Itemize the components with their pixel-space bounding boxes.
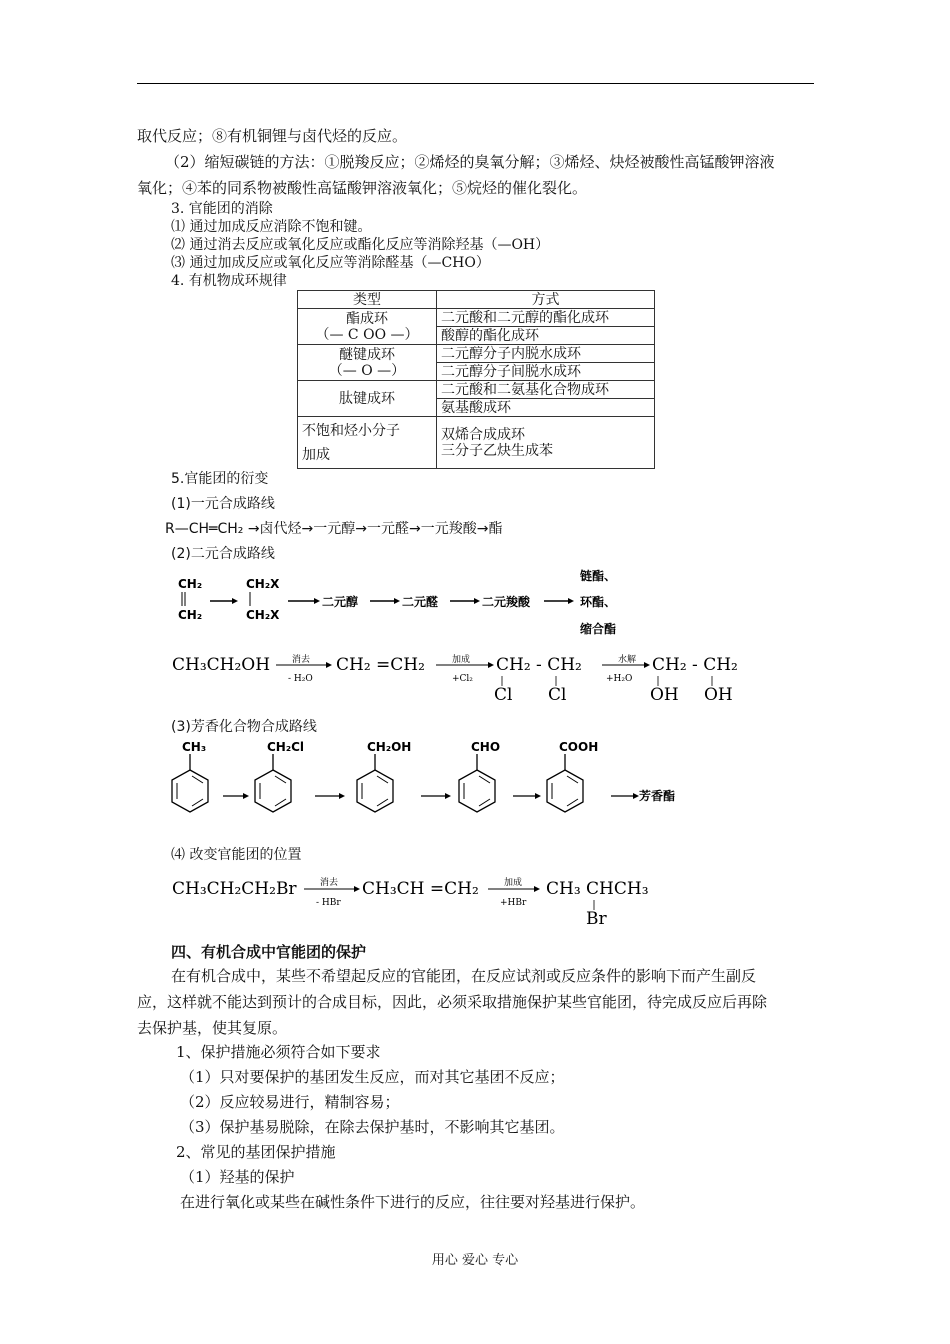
equation-propyl-bromide (170, 870, 690, 928)
table-header-way: 方式 (437, 291, 655, 309)
condition-top: 加成 (504, 878, 523, 888)
text-line: ⑵ 通过消去反应或氧化反应或酯化反应等消除羟基（—OH） (171, 237, 550, 253)
arrow-head (243, 793, 249, 799)
arrow-head (232, 598, 238, 604)
arrow-head (568, 598, 574, 604)
subheading: (3)芳香化合物合成路线 (171, 719, 317, 735)
list-item: （3）保护基易脱除，在除去保护基时，不影响其它基团。 (180, 1118, 565, 1136)
condition-bottom: - H₂O (288, 674, 313, 684)
binary-route-scheme (170, 563, 650, 639)
table-cell-way: 二元醇分子间脱水成环 (437, 363, 655, 381)
text-line: ⑶ 通过加成反应或氧化反应等消除醛基（—CHO） (171, 255, 490, 271)
list-item: （1）羟基的保护 (180, 1168, 295, 1186)
group-label: COOH (559, 740, 599, 754)
group-label: CHO (471, 740, 501, 754)
eq-term: CH₃ CHCH₃ (546, 879, 649, 899)
substituent: Cl (548, 685, 567, 705)
paragraph-line: 去保护基，使其复原。 (137, 1019, 288, 1037)
condition-bottom: - HBr (316, 898, 341, 908)
benzene-ring (459, 754, 495, 812)
substituent: OH (650, 685, 679, 705)
substituent: Cl (494, 685, 513, 705)
benzene-ring (172, 754, 208, 812)
table-cell-way: 二元醇分子内脱水成环 (437, 345, 655, 363)
ch2x-label: CH₂X (246, 608, 280, 622)
condition-bottom: +H₂O (606, 674, 633, 684)
group-label: CH₂Cl (267, 740, 305, 754)
eq-term: CH₂ - CH₂ (652, 655, 738, 675)
table-cell-type: 醚键成环 （— O —） (298, 345, 437, 381)
subheading: ⑷ 改变官能团的位置 (171, 847, 302, 863)
eq-term: CH₃CH₂CH₂Br (172, 879, 297, 899)
eq-term: CH₃CH₂OH (172, 655, 271, 675)
text-line: 取代反应；⑧有机铜锂与卤代烃的反应。 (137, 127, 408, 145)
arrow-head (326, 662, 332, 668)
ester-condensed: 缩合酯 (580, 622, 617, 636)
subheading: (1)一元合成路线 (171, 496, 275, 512)
aromatic-ester-label: 芳香酯 (639, 789, 676, 803)
paragraph-line: 应，这样就不能达到预计的合成目标，因此，必须采取措施保护某些官能团，待完成反应后再除 (137, 993, 768, 1011)
text-line: ⑴ 通过加成反应消除不饱和键。 (171, 219, 372, 235)
table-cell-way: 二元酸和二元醇的酯化成环 (437, 309, 655, 327)
table-cell-type: 酯成环 （— C OO —） (298, 309, 437, 345)
group-label: CH₂OH (367, 740, 412, 754)
substituent: OH (704, 685, 733, 705)
section-heading: 四、有机合成中官能团的保护 (171, 943, 367, 961)
arrow-head (339, 793, 345, 799)
ch2-label: CH₂ (178, 608, 203, 622)
condition-bottom: +Cl₂ (452, 674, 473, 684)
heading-3: 3. 官能团的消除 (171, 201, 273, 217)
arrow-head (394, 598, 400, 604)
product-diacid: 二元羧酸 (482, 595, 531, 609)
table-header-type: 类型 (298, 291, 437, 309)
route-line: R—CH═CH₂ →卤代烃→一元醇→一元醛→一元羧酸→酯 (165, 521, 503, 537)
arrow-head (644, 662, 650, 668)
table-cell-type: 不饱和烃小分子 加成 (298, 417, 437, 469)
table-cell-way: 氨基酸成环 (437, 399, 655, 417)
product-diol: 二元醇 (322, 595, 359, 609)
eq-term: CH₂ =CH₂ (336, 655, 425, 675)
condition-top: 消去 (320, 878, 339, 888)
ester-ring: 环酯、 (580, 595, 617, 609)
eq-term: CH₃CH =CH₂ (362, 879, 479, 899)
ester-chain: 链酯、 (580, 569, 617, 583)
condition-bottom: +HBr (500, 898, 527, 908)
list-item: （1）只对要保护的基团发生反应，而对其它基团不反应； (180, 1068, 565, 1086)
table-cell-way: 二元酸和二氨基化合物成环 (437, 381, 655, 399)
heading-5: 5.官能团的衍变 (171, 471, 269, 487)
heading-4: 4. 有机物成环规律 (171, 273, 287, 289)
header-rule (137, 83, 814, 84)
equation-ethanol-route (170, 648, 780, 706)
arrow-head (474, 598, 480, 604)
paragraph-line: 在有机合成中，某些不希望起反应的官能团，在反应试剂或反应条件的影响下而产生副反 (171, 967, 757, 985)
condition-top: 消去 (292, 655, 311, 665)
subheading: (2)二元合成路线 (171, 546, 275, 562)
paragraph-line: 在进行氧化或某些在碱性条件下进行的反应，往往要对羟基进行保护。 (180, 1193, 646, 1211)
table-cell-way: 酸醇的酯化成环 (437, 327, 655, 345)
arrow-head (534, 886, 540, 892)
substituent: Br (586, 909, 607, 928)
condition-top: 水解 (618, 655, 637, 665)
eq-term: CH₂ - CH₂ (496, 655, 582, 675)
group-label: CH₃ (182, 740, 207, 754)
list-heading: 2、常见的基团保护措施 (176, 1143, 336, 1161)
product-dialdehyde: 二元醛 (402, 595, 439, 609)
arrow-head (535, 793, 541, 799)
ch2-label: CH₂ (178, 577, 203, 591)
page-footer: 用心 爱心 专心 (431, 1253, 519, 1268)
aromatic-route-scheme (165, 738, 695, 828)
text-line: 氧化；④苯的同系物被酸性高锰酸钾溶液氧化；⑤烷烃的催化裂化。 (137, 179, 588, 197)
condition-top: 加成 (452, 655, 471, 665)
text-line: （2）缩短碳链的方法：①脱羧反应；②烯烃的臭氧分解；③烯烃、炔烃被酸性高锰酸钾溶液 (165, 153, 775, 171)
benzene-ring (357, 754, 393, 812)
ring-formation-table (297, 290, 655, 469)
arrow-head (488, 662, 494, 668)
arrow-head (354, 886, 360, 892)
arrow-head (314, 598, 320, 604)
ch2x-label: CH₂X (246, 577, 280, 591)
list-item: （2）反应较易进行，精制容易； (180, 1093, 400, 1111)
table-cell-way: 双烯合成成环 三分子乙炔生成苯 (437, 417, 655, 469)
list-heading: 1、保护措施必须符合如下要求 (176, 1043, 381, 1061)
benzene-ring (547, 754, 583, 812)
table-cell-type: 肽键成环 (298, 381, 437, 417)
arrow-head (445, 793, 451, 799)
benzene-ring (255, 754, 291, 812)
